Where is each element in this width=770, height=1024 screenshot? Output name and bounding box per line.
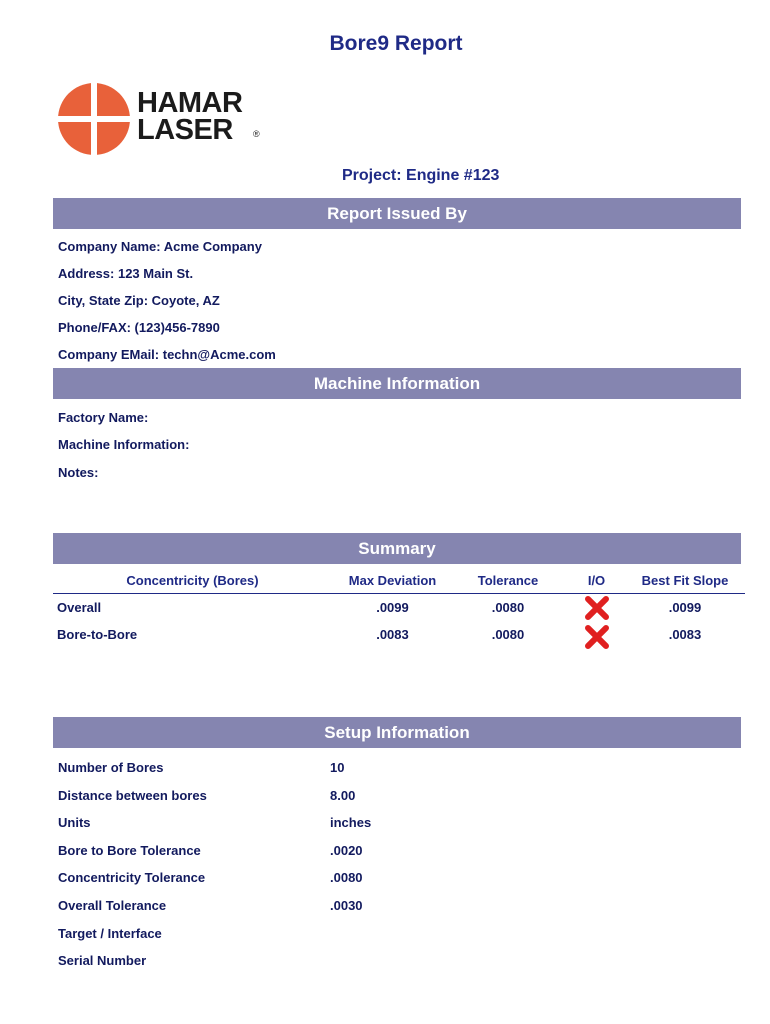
factory-name-field: Factory Name: <box>58 410 149 425</box>
registered-mark: ® <box>253 129 260 139</box>
col-max-deviation: Max Deviation <box>348 573 437 588</box>
best-fit-slope-cell: .0083 <box>668 627 702 642</box>
bore-to-bore-tolerance-label: Bore to Bore Tolerance <box>58 843 201 858</box>
serial-number-label: Serial Number <box>58 953 147 968</box>
number-of-bores-value: 10 <box>330 760 345 775</box>
tolerance-cell: .0080 <box>491 600 525 615</box>
hamar-laser-logo <box>57 82 267 158</box>
tolerance-cell: .0080 <box>491 627 525 642</box>
logo-wordmark: HAMAR LASER <box>137 87 243 146</box>
report-issued-by-header: Report Issued By <box>53 198 741 229</box>
overall-tolerance-value: .0030 <box>330 898 363 913</box>
notes-field: Notes: <box>58 465 99 480</box>
units-label: Units <box>58 815 91 830</box>
logo-crosshair-icon <box>57 82 131 156</box>
summary-header: Summary <box>53 533 741 564</box>
machine-information-header: Machine Information <box>53 368 741 399</box>
units-value: inches <box>330 815 372 830</box>
setup-information-header: Setup Information <box>53 717 741 748</box>
address-field: Address: 123 Main St. <box>58 266 194 281</box>
project-name: Project: Engine #123 <box>342 167 500 184</box>
city-state-zip-field: City, State Zip: Coyote, AZ <box>58 293 220 308</box>
number-of-bores-label: Number of Bores <box>58 760 164 775</box>
col-concentricity: Concentricity (Bores) <box>126 573 259 588</box>
summary-header-rule <box>53 593 745 594</box>
best-fit-slope-cell: .0099 <box>668 600 702 615</box>
row-label: Bore-to-Bore <box>57 627 138 642</box>
fail-x-icon <box>585 596 609 620</box>
target-interface-label: Target / Interface <box>58 926 162 941</box>
bore-to-bore-tolerance-value: .0020 <box>330 843 363 858</box>
col-best-fit-slope: Best Fit Slope <box>641 573 729 588</box>
distance-between-bores-label: Distance between bores <box>58 788 207 803</box>
report-title: Bore9 Report <box>329 32 463 55</box>
col-tolerance: Tolerance <box>477 573 539 588</box>
machine-information-field: Machine Information: <box>58 437 190 452</box>
concentricity-tolerance-label: Concentricity Tolerance <box>58 870 206 885</box>
company-name-field: Company Name: Acme Company <box>58 239 262 254</box>
distance-between-bores-value: 8.00 <box>330 788 356 803</box>
fail-x-icon <box>585 625 609 649</box>
col-io: I/O <box>587 573 606 588</box>
company-email-field: Company EMail: techn@Acme.com <box>58 347 276 362</box>
overall-tolerance-label: Overall Tolerance <box>58 898 167 913</box>
phone-fax-field: Phone/FAX: (123)456-7890 <box>58 320 220 335</box>
max-deviation-cell: .0083 <box>376 627 409 642</box>
max-deviation-cell: .0099 <box>376 600 409 615</box>
concentricity-tolerance-value: .0080 <box>330 870 363 885</box>
row-label: Overall <box>57 600 102 615</box>
